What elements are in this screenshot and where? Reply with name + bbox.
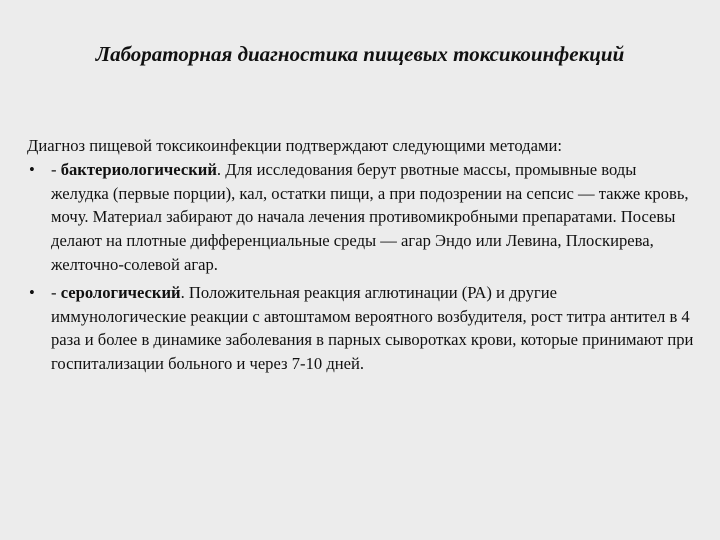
method-text — [51, 158, 695, 277]
method-prefix: - — [51, 159, 61, 179]
bullet-icon: • — [29, 159, 35, 179]
method-list — [27, 158, 695, 376]
method-description: . Для исследования берут рвотные массы, промывные воды желудка (первые порции), кал, остатки пищи, а при подозрении на сепсис — также кровь, мочу. Материал забирают до начала лечения противомикробными препаратами. Посевы делают на плотные дифференциальные среды — агар Эндо или Левина, Плоскирева, желточно-солевой агар. — [51, 159, 689, 274]
method-item-bacteriological — [27, 158, 695, 277]
method-item-serological — [27, 281, 695, 376]
method-term: серологический — [60, 282, 181, 302]
slide-body — [27, 134, 695, 380]
method-description: . Положительная реакция аглютинации (РА) и другие иммунологические реакции с автоштамом вероятного возбудителя, рост титра антител в 4 раза и более в динамике заболевания в парных сыворотках крови, которые принимают при госпитализации больного и через 7-10 дней. — [51, 282, 694, 374]
method-term: бактериологический — [60, 159, 217, 179]
slide-title: Лабораторная диагностика пищевых токсикоинфекций — [95, 42, 625, 66]
intro-text: Диагноз пищевой токсикоинфекции подтверждают следующими методами: — [27, 136, 562, 155]
method-text — [51, 281, 695, 376]
method-prefix: - — [51, 282, 61, 302]
bullet-icon: • — [29, 282, 35, 302]
